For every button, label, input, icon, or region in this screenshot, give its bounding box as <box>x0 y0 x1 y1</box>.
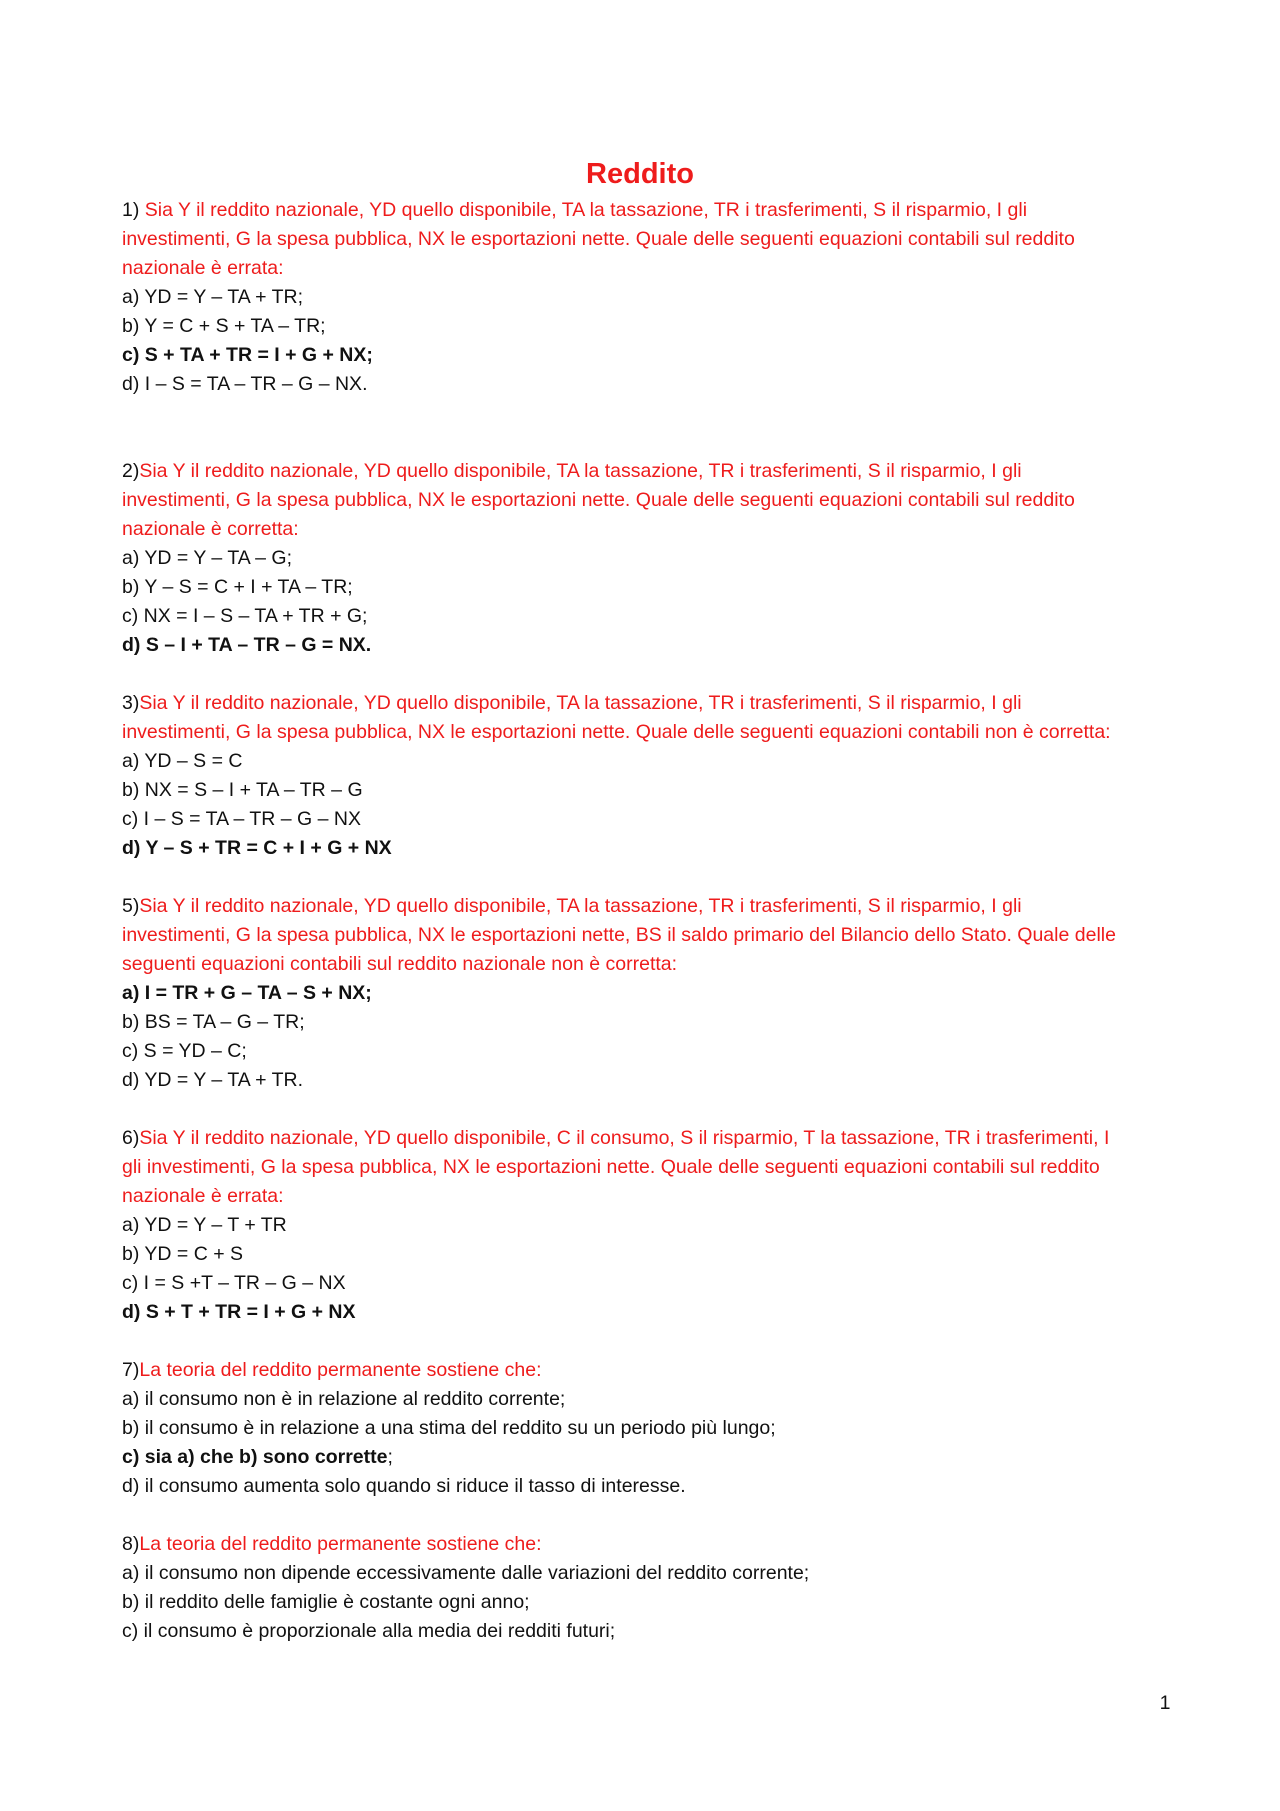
answer-option-c-correct: c) sia a) che b) sono corrette <box>122 1446 388 1468</box>
answer-option-a: a) YD = Y – T + TR <box>122 1214 287 1236</box>
answer-option-b: b) YD = C + S <box>122 1243 244 1265</box>
answer-option-a: a) YD = Y – TA – G; <box>122 547 293 569</box>
answer-option-b: b) Y = C + S + TA – TR; <box>122 315 326 337</box>
answer-option-b: b) BS = TA – G – TR; <box>122 1011 305 1033</box>
question-text <box>122 689 1132 747</box>
question-prompt: La teoria del reddito permanente sostiene che: <box>139 1533 542 1555</box>
question-number: 6) <box>122 1127 140 1149</box>
answer-option-c: c) S = YD – C; <box>122 1040 247 1062</box>
answer-option-c-line <box>122 1443 1132 1472</box>
question-text <box>122 892 1132 979</box>
page-number: 1 <box>1159 1692 1171 1714</box>
question-prompt: La teoria del reddito permanente sostiene che: <box>139 1359 542 1381</box>
answer-option-a-correct: a) I = TR + G – TA – S + NX; <box>122 982 372 1004</box>
question-prompt: Sia Y il reddito nazionale, YD quello disponibile, TA la tassazione, TR i trasferimenti, S il risparmio, I gli investimenti, G la spesa pubblica, NX le esportazioni nette. Quale delle seguenti equazioni contabili sul reddito nazionale è corretta: <box>122 460 1075 540</box>
answer-option-d-correct: d) Y – S + TR = C + I + G + NX <box>122 837 392 859</box>
answer-option-b: b) Y – S = C + I + TA – TR; <box>122 576 353 598</box>
answer-option-b: b) il reddito delle famiglie è costante ogni anno; <box>122 1591 530 1613</box>
question-number: 1) <box>122 199 140 221</box>
question-number: 7) <box>122 1359 140 1381</box>
answer-option-a: a) il consumo non è in relazione al reddito corrente; <box>122 1388 566 1410</box>
question-7 <box>122 1356 1132 1501</box>
answer-option-d-correct: d) S + T + TR = I + G + NX <box>122 1301 356 1323</box>
answer-option-d: d) YD = Y – TA + TR. <box>122 1069 304 1091</box>
question-2 <box>122 457 1132 660</box>
question-text <box>122 1356 1132 1385</box>
question-text <box>122 1530 1132 1559</box>
answer-option-d: d) I – S = TA – TR – G – NX. <box>122 373 368 395</box>
question-number: 3) <box>122 692 140 714</box>
answer-option-b: b) NX = S – I + TA – TR – G <box>122 779 363 801</box>
answer-option-c: c) il consumo è proporzionale alla media dei redditi futuri; <box>122 1620 616 1642</box>
answer-option-c: c) I = S +T – TR – G – NX <box>122 1272 346 1294</box>
question-prompt: Sia Y il reddito nazionale, YD quello disponibile, TA la tassazione, TR i trasferimenti, S il risparmio, I gli investimenti, G la spesa pubblica, NX le esportazioni nette. Quale delle seguenti equazioni contabili sul reddito nazionale è errata: <box>122 199 1075 279</box>
question-number: 2) <box>122 460 140 482</box>
page-title: Reddito <box>586 158 694 190</box>
question-8 <box>122 1530 1132 1646</box>
question-list <box>122 196 1132 1675</box>
question-number: 8) <box>122 1533 140 1555</box>
question-prompt: Sia Y il reddito nazionale, YD quello disponibile, C il consumo, S il risparmio, T la tassazione, TR i trasferimenti, I gli investimenti, G la spesa pubblica, NX le esportazioni nette. Quale delle seguenti equazioni contabili sul reddito nazionale è errata: <box>122 1127 1110 1207</box>
answer-option-c: c) NX = I – S – TA + TR + G; <box>122 605 368 627</box>
answer-option-a: a) il consumo non dipende eccessivamente dalle variazioni del reddito corrente; <box>122 1562 810 1584</box>
question-3 <box>122 689 1132 863</box>
question-5 <box>122 892 1132 1095</box>
answer-option-b: b) il consumo è in relazione a una stima del reddito su un periodo più lungo; <box>122 1417 776 1439</box>
answer-option-c-suffix: ; <box>387 1446 393 1468</box>
answer-option-d-correct: d) S – I + TA – TR – G = NX. <box>122 634 372 656</box>
question-1 <box>122 196 1132 399</box>
answer-option-a: a) YD = Y – TA + TR; <box>122 286 304 308</box>
question-text <box>122 457 1132 544</box>
question-6 <box>122 1124 1132 1327</box>
question-text <box>122 1124 1132 1211</box>
question-text <box>122 196 1132 283</box>
answer-option-d: d) il consumo aumenta solo quando si riduce il tasso di interesse. <box>122 1475 686 1497</box>
question-number: 5) <box>122 895 140 917</box>
question-prompt: Sia Y il reddito nazionale, YD quello disponibile, TA la tassazione, TR i trasferimenti, S il risparmio, I gli investimenti, G la spesa pubblica, NX le esportazioni nette. Quale delle seguenti equazioni contabili non è corretta: <box>122 692 1111 743</box>
answer-option-a: a) YD – S = C <box>122 750 243 772</box>
answer-option-c-correct: c) S + TA + TR = I + G + NX; <box>122 344 373 366</box>
answer-option-c: c) I – S = TA – TR – G – NX <box>122 808 361 830</box>
question-prompt: Sia Y il reddito nazionale, YD quello disponibile, TA la tassazione, TR i trasferimenti, S il risparmio, I gli investimenti, G la spesa pubblica, NX le esportazioni nette, BS il saldo primario del Bilancio dello Stato. Quale delle seguenti equazioni contabili sul reddito nazionale non è corretta: <box>122 895 1116 975</box>
